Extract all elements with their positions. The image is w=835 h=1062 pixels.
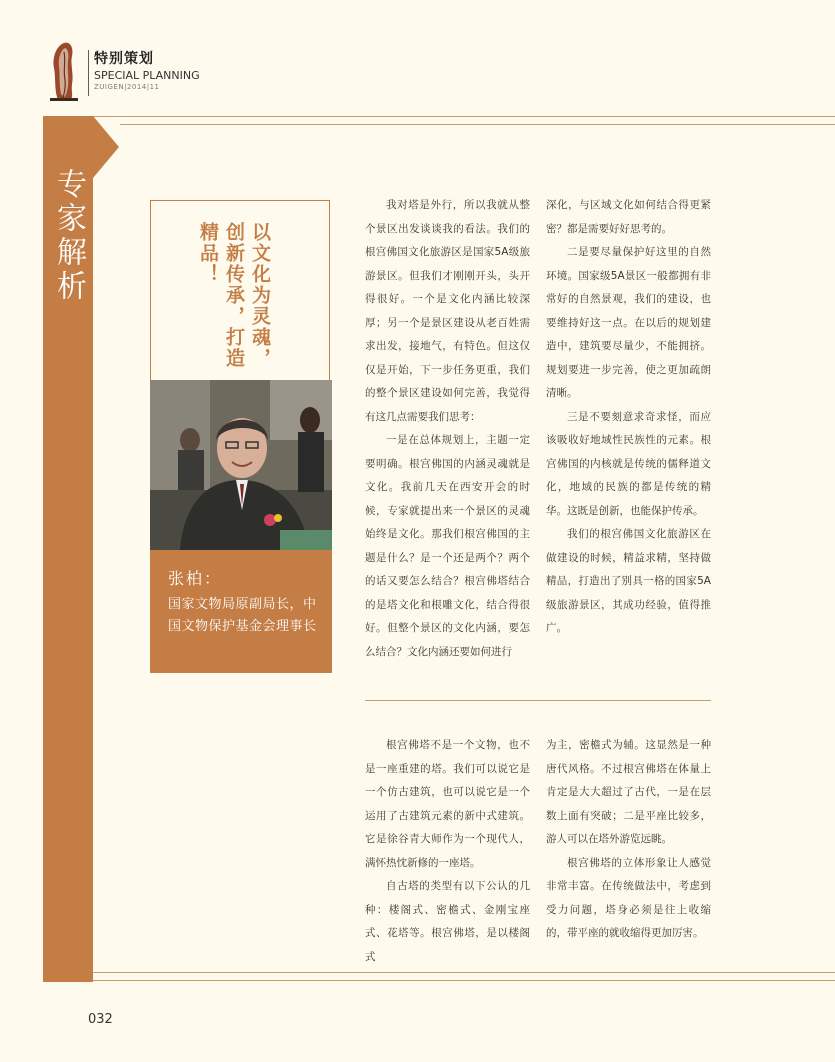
article-column-4	[546, 734, 711, 946]
paragraph: 根宫佛塔的立体形象让人感觉非常丰富。在传统做法中，考虑到受力问题，塔身必须是往上收缩的，带平座的就收缩得更加厉害。	[546, 856, 711, 939]
paragraph: 二是要尽量保护好这里的自然环境。国家级5A景区一般都拥有非常好的自然景观，我们的建设，也要维持好这一点。在以后的规划建造中，建筑要尽量少，不能拥挤。规划要进一步完善，使之更加疏朗清晰。	[546, 246, 711, 399]
top-rule-outer	[93, 116, 835, 117]
paragraph: 为主，密檐式为辅。这显然是一种唐代风格。不过根宫佛塔在体量上肯定是大大超过了古代，一是在层数上面有突破；二是平座比较多，游人可以在塔外游览远眺。	[546, 739, 711, 845]
portrait-photo	[150, 380, 332, 550]
top-rule-inner	[120, 124, 835, 125]
sidebar-tab-arrow	[93, 116, 119, 178]
section-title: 特别策划	[94, 51, 154, 67]
article-column-1	[365, 194, 530, 664]
article-column-2	[546, 194, 711, 641]
section-subtitle: SPECIAL PLANNING	[94, 69, 200, 82]
article-column-3	[365, 734, 530, 969]
paragraph: 三是不要刻意求奇求怪，而应该吸收好地域性民族性的元素。根宫佛国的内核就是传统的儒释道文化，地域的民族的都是传统的精华。这既是创新，也能保护传承。	[546, 410, 711, 517]
sidebar-title: 专家解析	[51, 168, 86, 304]
expert-name: 张柏：	[168, 569, 223, 588]
pull-quote: 以文化为灵魂， 创新传承，打造 精品！	[197, 222, 271, 369]
issue-code: ZUIGEN|2014|11	[94, 83, 160, 91]
header-divider	[88, 50, 89, 96]
paragraph: 我对塔是外行，所以我就从整个景区出发谈谈我的看法。我们的根宫佛国文化旅游区是国家5A级旅游景区。但我们才刚刚开头，头开得很好。一个是文化内涵比较深厚；另一个是景区建设从老百姓需求出发，接地气，有特色。但这仅仅是开始，下一步任务更重，我们的整个景区建设如何完善，我觉得有这几点需要我们思考：	[365, 199, 530, 423]
bottom-rule-inner	[93, 972, 835, 973]
paragraph: 我们的根宫佛国文化旅游区在做建设的时候，精益求精，坚持做精品，打造出了别具一格的国家5A级旅游景区，其成功经验，值得推广。	[546, 528, 711, 634]
page-number: 032	[88, 1012, 113, 1027]
paragraph: 自古塔的类型有以下公认的几种：楼阁式、密檐式、金刚宝座式、花塔等。根宫佛塔，是以楼阁式	[365, 880, 530, 963]
paragraph: 根宫佛塔不是一个文物，也不是一座重建的塔。我们可以说它是一个仿古建筑，也可以说它是一个运用了古建筑元素的新中式建筑。它是徐谷青大师作为一个现代人，满怀热忱新修的一座塔。	[365, 739, 530, 869]
section-divider	[365, 700, 711, 701]
bottom-rule-outer	[93, 980, 835, 981]
root-sculpture-logo	[44, 40, 84, 102]
paragraph: 一是在总体规划上，主题一定要明确。根宫佛国的内涵灵魂就是文化。我前几天在西安开会的时候，专家就提出来一个景区的灵魂始终是文化。那我们根宫佛国的主题是什么？是一个还是两个？两个的话又要怎么结合？根宫佛塔结合的是塔文化和根雕文化，结合得很好。但整个景区的文化内涵，要怎么结合？文化内涵还要如何进行	[365, 434, 530, 658]
paragraph: 深化，与区域文化如何结合得更紧密？都是需要好好思考的。	[546, 199, 711, 235]
expert-title: 国家文物局原副局长，中国文物保护基金会理事长	[168, 597, 317, 634]
